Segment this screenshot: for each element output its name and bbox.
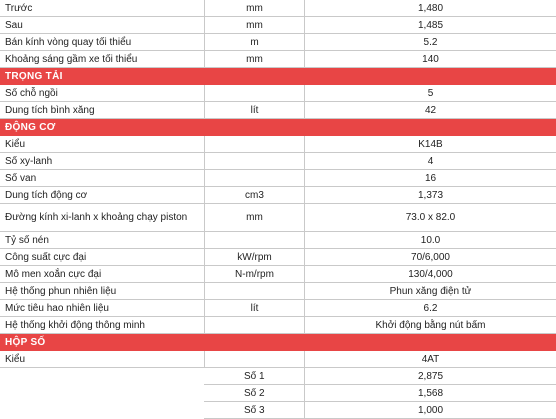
spec-label: Tỷ số nén [5,234,49,246]
spec-value: Khởi động bằng nút bấm [304,317,556,333]
spec-unit [204,170,304,186]
spec-value: 10.0 [304,232,556,248]
spec-value: 1,480 [304,0,556,16]
spec-label [0,368,204,385]
spec-label: Hệ thống phun nhiên liệu [5,285,117,297]
spec-unit [204,136,304,152]
spec-value: 70/6,000 [304,249,556,265]
spec-unit: m [204,34,304,50]
spec-value: 130/4,000 [304,266,556,282]
spec-label: Số van [5,172,37,184]
table-row [0,368,556,385]
table-row [0,17,556,34]
table-row [0,153,556,170]
spec-label: Mức tiêu hao nhiên liệu [5,302,109,314]
table-row [0,0,556,17]
table-row [0,351,556,368]
section-title: ĐỘNG CƠ [5,121,56,133]
spec-value: Phun xăng điện tử [304,283,556,299]
spec-value: 5.2 [304,34,556,50]
spec-value: 1,485 [304,17,556,33]
spec-unit: Số 1 [204,368,304,385]
spec-value: 5 [304,85,556,101]
spec-value: 42 [304,102,556,118]
spec-label: Mô men xoắn cực đại [5,268,102,280]
spec-value: 4 [304,153,556,169]
section-title: HỘP SỐ [5,336,46,348]
spec-label: Đường kính xi-lanh x khoảng chạy piston [5,212,188,223]
table-row [0,266,556,283]
spec-unit: N-m/rpm [204,266,304,282]
spec-unit [204,351,304,367]
table-row [0,51,556,68]
spec-label: Bán kính vòng quay tối thiểu [5,36,132,48]
spec-unit: Số 3 [204,402,304,419]
spec-label: Dung tích bình xăng [5,104,95,116]
spec-unit [204,153,304,169]
table-row [0,170,556,187]
spec-unit [204,85,304,101]
section-title: TRỌNG TẢI [5,70,63,82]
spec-value: 1,000 [304,402,556,419]
spec-unit: lít [204,102,304,118]
table-row [0,300,556,317]
spec-label [0,385,204,402]
spec-unit [204,317,304,333]
spec-value: 73.0 x 82.0 [304,204,556,231]
spec-value: 2,875 [304,368,556,385]
spec-label: Công suất cực đại [5,251,87,263]
spec-label: Số xy-lanh [5,155,53,167]
spec-unit: mm [204,0,304,16]
table-row [0,102,556,119]
section-header [0,68,556,85]
table-row [0,283,556,300]
spec-label: Hệ thống khởi động thông minh [5,319,145,331]
spec-unit: Số 2 [204,385,304,402]
section-header [0,119,556,136]
table-row [0,232,556,249]
spec-label [0,402,204,419]
spec-label: Số chỗ ngồi [5,87,58,99]
table-row [0,34,556,51]
spec-value: 16 [304,170,556,186]
table-row [0,204,556,232]
table-row [0,249,556,266]
spec-unit: mm [204,51,304,67]
spec-unit: mm [204,17,304,33]
spec-unit: kW/rpm [204,249,304,265]
spec-label: Kiểu [5,138,26,150]
spec-label: Sau [5,19,23,31]
spec-value: 4AT [304,351,556,367]
table-row [0,385,556,402]
spec-unit: lít [204,300,304,316]
table-row [0,187,556,204]
table-row [0,85,556,102]
spec-value: K14B [304,136,556,152]
spec-unit: cm3 [204,187,304,203]
spec-unit [204,232,304,248]
spec-value: 6.2 [304,300,556,316]
spec-label: Trước [5,2,33,14]
table-row [0,317,556,334]
spec-value: 140 [304,51,556,67]
spec-label: Dung tích động cơ [5,189,88,201]
spec-unit: mm [204,204,304,231]
spec-label: Kiểu [5,353,26,365]
section-header [0,334,556,351]
table-row [0,402,556,419]
spec-unit [204,283,304,299]
spec-value: 1,568 [304,385,556,402]
spec-label: Khoảng sáng gầm xe tối thiểu [5,53,138,65]
spec-value: 1,373 [304,187,556,203]
table-row [0,136,556,153]
